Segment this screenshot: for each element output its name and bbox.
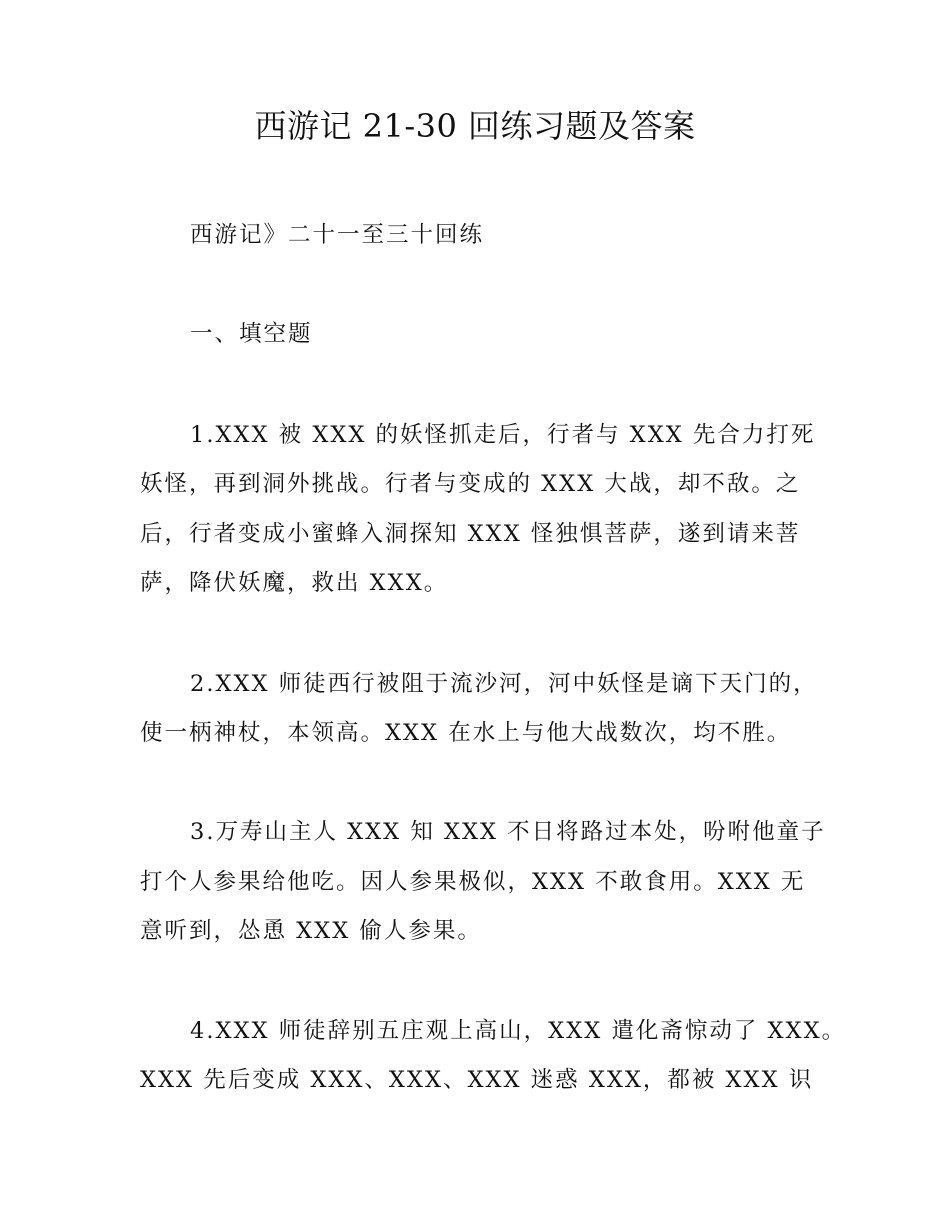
question-line: 妖怪，再到洞外挑战。行者与变成的 XXX 大战，却不敌。之 xyxy=(140,471,801,497)
document-title: 西游记 21-30 回练习题及答案 xyxy=(254,107,696,145)
question-line: 意听到，怂恿 XXX 偷人参果。 xyxy=(140,918,482,944)
question-line: 2.XXX 师徒西行被阻于流沙河，河中妖怪是谪下天门的， xyxy=(190,671,818,697)
document-subtitle: 西游记》二十一至三十回练 xyxy=(190,222,485,248)
question-line: 使一柄神杖，本领高。XXX 在水上与他大战数次，均不胜。 xyxy=(140,720,792,746)
question-line: 3.万寿山主人 XXX 知 XXX 不日将路过本处，吩咐他童子 xyxy=(190,819,826,845)
question-line: XXX 先后变成 XXX、XXX、XXX 迷惑 XXX，都被 XXX 识 xyxy=(140,1067,814,1093)
section-heading: 一、填空题 xyxy=(190,321,313,347)
question-line: 4.XXX 师徒辞别五庄观上高山，XXX 遣化斋惊动了 XXX。 xyxy=(190,1018,847,1044)
question-line: 打个人参果给他吃。因人参果极似，XXX 不敢食用。XXX 无 xyxy=(140,869,806,895)
question-line: 后，行者变成小蜜蜂入洞探知 XXX 怪独惧菩萨，遂到请来菩 xyxy=(140,521,801,547)
question-line: 萨，降伏妖魔，救出 XXX。 xyxy=(140,570,449,596)
question-line: 1.XXX 被 XXX 的妖怪抓走后，行者与 XXX 先合力打死 xyxy=(190,422,816,448)
